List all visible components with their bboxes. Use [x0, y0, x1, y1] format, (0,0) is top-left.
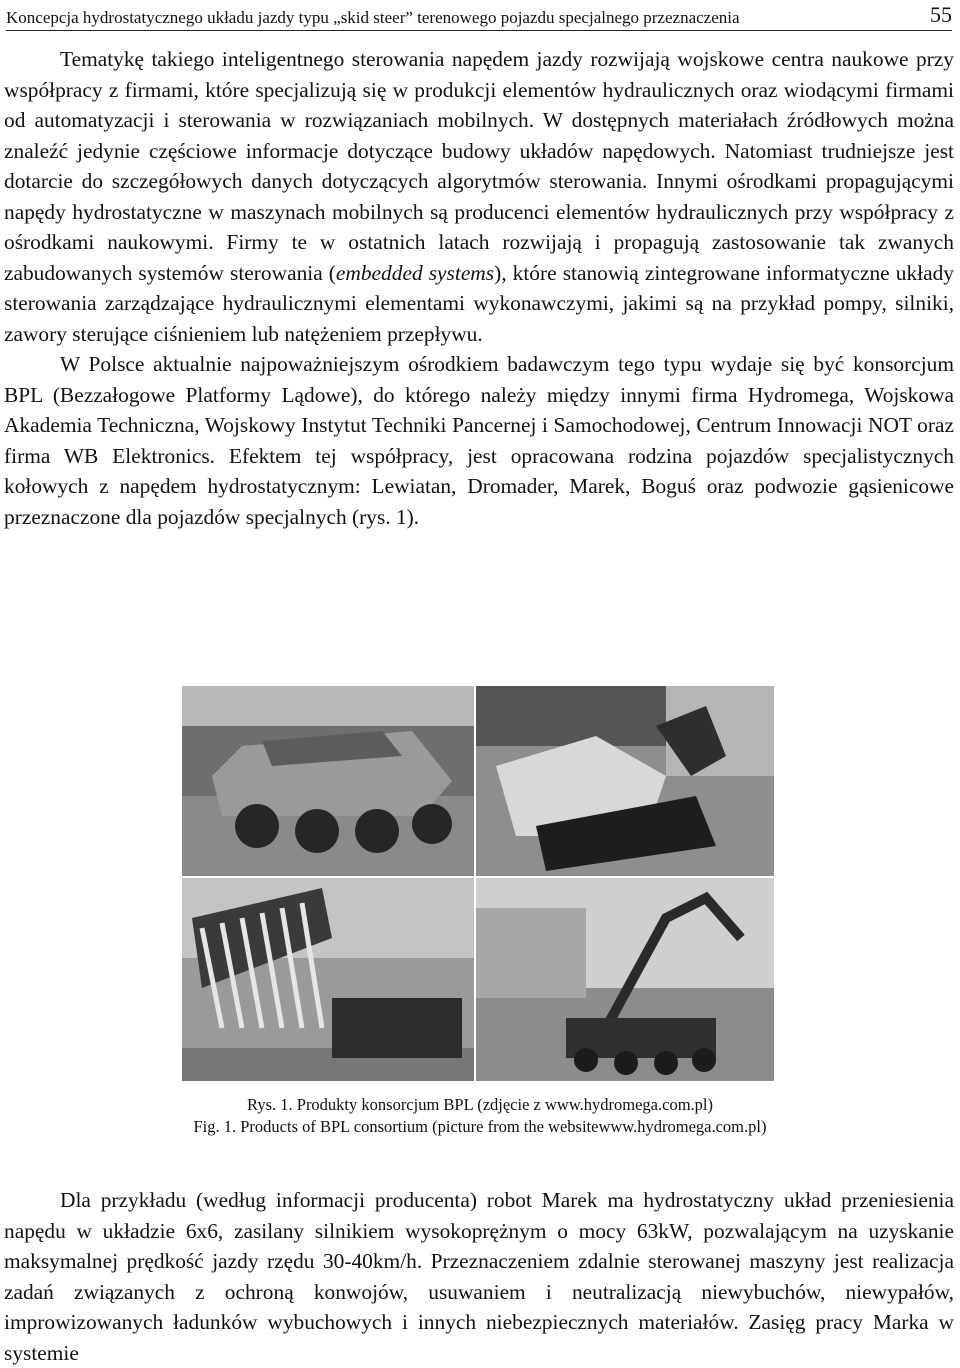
mine-rake-photo [182, 878, 474, 1081]
figure-caption-en: Fig. 1. Products of BPL consortium (picture from the websitewww.hydromega.com.pl) [193, 1117, 767, 1136]
page-number: 55 [930, 2, 952, 27]
paragraph-1: Tematykę takiego inteligentnego sterowania napędem jazdy rozwijają wojskowe centra naukowe przy współpracy z firmami, które specjalizują się w produkcji elementów hydraulicznych oraz wiodącymi firmami od automatyzacji i sterowania w rozwiązaniach mobilnych. W dostępnych materiałach źródłowych można znaleźć jedynie częściowe informacje dotyczące budowy układów napędowych. Natomiast trudniejsze jest dotarcie do szczegółowych danych dotyczących algorytmów sterowania. Innymi ośrodkami propagującymi napędy hydrostatyczne w maszynach mobilnych są producenci elementów hydraulicznych przy współpracy z ośrodkami naukowymi. Firmy te w ostatnich latach rozwijają i propagują zastosowanie tak zwanych zabudowanych systemów sterowania (embedded systems), które stanowią zintegrowane informatyczne układy sterowania zarządzające hydraulicznymi elementami wykonawczymi, jakimi są na przykład pompy, silniki, zawory sterujące ciśnieniem lub natężeniem przepływu. [4, 47, 954, 346]
robot-arm-photo [476, 878, 774, 1081]
wheeled-vehicle-photo [182, 686, 474, 876]
italic-term: embedded systems [335, 260, 495, 285]
bottom-text-block [4, 1185, 954, 1368]
page-header [6, 0, 952, 31]
figure-caption-pl: Rys. 1. Produkty konsorcjum BPL (zdjęcie z www.hydromega.com.pl) [247, 1095, 713, 1114]
paragraph-3: Dla przykładu (według informacji producenta) robot Marek ma hydrostatyczny układ przeniesienia napędu w układzie 6x6, zasilany silnikiem wysokoprężnym o mocy 63kW, pozwalającym na uzyskanie maksymalnej prędkość jazdy rzędu 30-40km/h. Przeznaczeniem zdalnie sterowanej maszyny jest realizacja zadań związanych z ochroną konwojów, usuwaniem i neutralizacją niewybuchów, niewypałów, improwizowanych ładunków wybuchowych i innych niebezpiecznych materiałów. Zasięg pracy Marka w systemie [4, 1188, 954, 1365]
tracked-vehicle-photo [476, 686, 774, 876]
running-title: Koncepcja hydrostatycznego układu jazdy typu „skid steer” terenowego pojazdu specjalnego przeznaczenia [6, 8, 740, 27]
top-text-block [4, 44, 954, 532]
paragraph-2: W Polsce aktualnie najpoważniejszym ośrodkiem badawczym tego typu wydaje się być konsorcjum BPL (Bezzałogowe Platformy Lądowe), do którego należy między innymi firma Hydromega, Wojskowa Akademia Techniczna, Wojskowy Instytut Techniki Pancernej i Samochodowej, Centrum Innowacji NOT oraz firma WB Elektronics. Efektem tej współpracy, jest opracowana rodzina pojazdów specjalistycznych kołowych z napędem hydrostatycznym: Lewiatan, Dromader, Marek, Boguś oraz podwozie gąsienicowe przeznaczone dla pojazdów specjalnych (rys. 1). [4, 352, 954, 529]
